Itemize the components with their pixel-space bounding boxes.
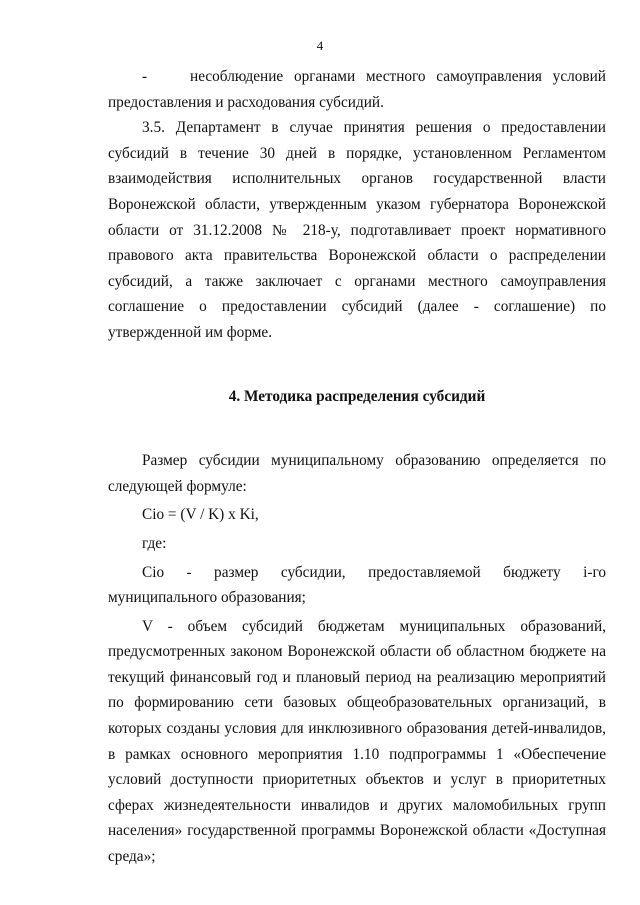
formula: Сio = (V / K) x Ki, bbox=[142, 506, 259, 524]
page-body bbox=[108, 64, 606, 870]
where-label: где: bbox=[142, 534, 167, 552]
paragraph-3-5: 3.5. Департамент в случае принятия решения о предоставлении субсидий в течение 30 дней в порядке, установленном Регламентом взаимодействия исполнительных органов государственной власти Воронежской области, утвержденным указом губернатора Воронежской области от 31.12.2008 № 218-у, подготавливает проект нормативного правового акта правительства Воронежской области о распределении субсидий, а также заключает с органами местного самоуправления соглашение о предоставлении субсидий (далее - соглашение) по утвержденной им форме. bbox=[108, 119, 606, 341]
definition-cio: Сio - размер субсидии, предоставляемой бюджету i-го муниципального образования; bbox=[108, 563, 606, 607]
definition-v: V - объем субсидий бюджетам муниципальных образований, предусмотренных законом Воронежской области об областном бюджете на текущий финансовый год и плановый период на реализацию мероприятий по формированию сети базовых общеобразовательных организаций, в которых созданы условия для инклюзивного образования детей-инвалидов, в рамках основного мероприятия 1.10 подпрограммы 1 «Обеспечение условий доступности приоритетных объектов и услуг в приоритетных сферах жизнедеятельности инвалидов и других маломобильных групп населения» государственной программы Воронежской области «Доступная среда»; bbox=[108, 617, 606, 866]
page-number: 4 bbox=[316, 38, 324, 53]
paragraph-subsidy-size: Размер субсидии муниципальному образованию определяется по следующей формуле: bbox=[108, 452, 606, 495]
section-heading: 4. Методика распределения субсидий bbox=[228, 387, 486, 405]
paragraph-noncompliance: - несоблюдение органами местного самоуправления условий предоставления и расходования субсидий. bbox=[108, 68, 606, 111]
